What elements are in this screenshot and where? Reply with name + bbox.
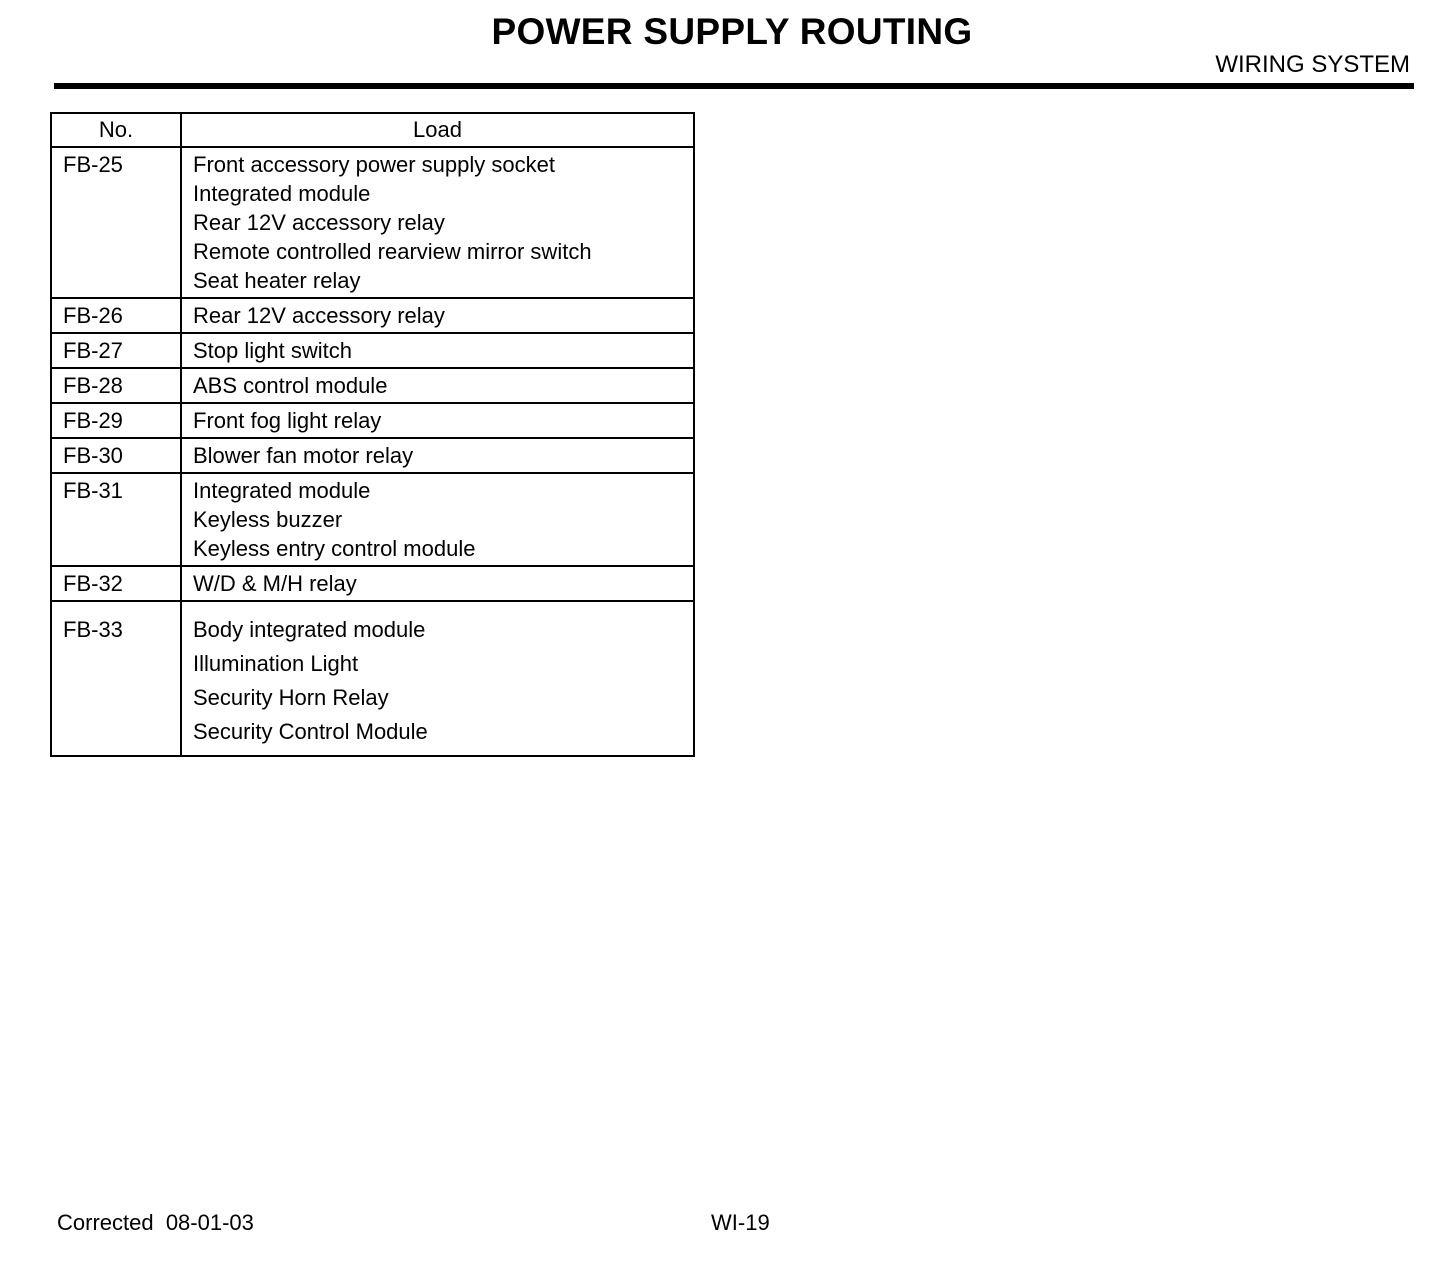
table-row [51, 438, 694, 473]
load-item: Stop light switch [193, 338, 352, 363]
load-list [181, 566, 694, 601]
table-row [51, 403, 694, 438]
fuse-number: FB-30 [51, 438, 181, 473]
load-item: Front accessory power supply socket [193, 152, 555, 177]
load-list [181, 298, 694, 333]
table-row [51, 473, 694, 566]
load-item: Rear 12V accessory relay [193, 303, 445, 328]
table-row [51, 601, 694, 756]
power-supply-table [50, 112, 695, 757]
load-item: Keyless entry control module [193, 536, 476, 561]
fuse-number: FB-33 [51, 601, 181, 756]
load-item: Seat heater relay [193, 268, 361, 293]
table-row [51, 147, 694, 298]
load-item: Integrated module [193, 478, 371, 503]
load-item: W/D & M/H relay [193, 571, 357, 596]
load-item: ABS control module [193, 373, 388, 398]
column-header-no: No. [51, 113, 181, 147]
table-row [51, 333, 694, 368]
table-row [51, 566, 694, 601]
load-list [181, 473, 694, 566]
header-rule [54, 83, 1414, 89]
load-list [181, 601, 694, 756]
load-list [181, 147, 694, 298]
fuse-number: FB-28 [51, 368, 181, 403]
fuse-number: FB-29 [51, 403, 181, 438]
page-title: POWER SUPPLY ROUTING [491, 11, 973, 52]
load-item: Remote controlled rearview mirror switch [193, 239, 592, 264]
page-number: WI-19 [711, 1210, 770, 1235]
footer-status: Corrected 08-01-03 [57, 1210, 254, 1235]
table-row [51, 368, 694, 403]
table-header-row [51, 113, 694, 147]
load-list [181, 368, 694, 403]
fuse-number: FB-27 [51, 333, 181, 368]
load-item: Blower fan motor relay [193, 443, 414, 468]
load-item: Keyless buzzer [193, 507, 343, 532]
load-item: Integrated module [193, 181, 371, 206]
load-item: Security Horn Relay [193, 685, 389, 710]
load-list [181, 403, 694, 438]
load-item: Security Control Module [193, 719, 428, 744]
load-item: Front fog light relay [193, 408, 382, 433]
fuse-number: FB-32 [51, 566, 181, 601]
table-row [51, 298, 694, 333]
fuse-number: FB-26 [51, 298, 181, 333]
fuse-number: FB-25 [51, 147, 181, 298]
fuse-number: FB-31 [51, 473, 181, 566]
load-list [181, 438, 694, 473]
section-label: WIRING SYSTEM [1215, 51, 1410, 78]
load-item: Illumination Light [193, 651, 359, 676]
column-header-load: Load [181, 113, 694, 147]
load-item: Body integrated module [193, 617, 426, 642]
load-item: Rear 12V accessory relay [193, 210, 445, 235]
load-list [181, 333, 694, 368]
